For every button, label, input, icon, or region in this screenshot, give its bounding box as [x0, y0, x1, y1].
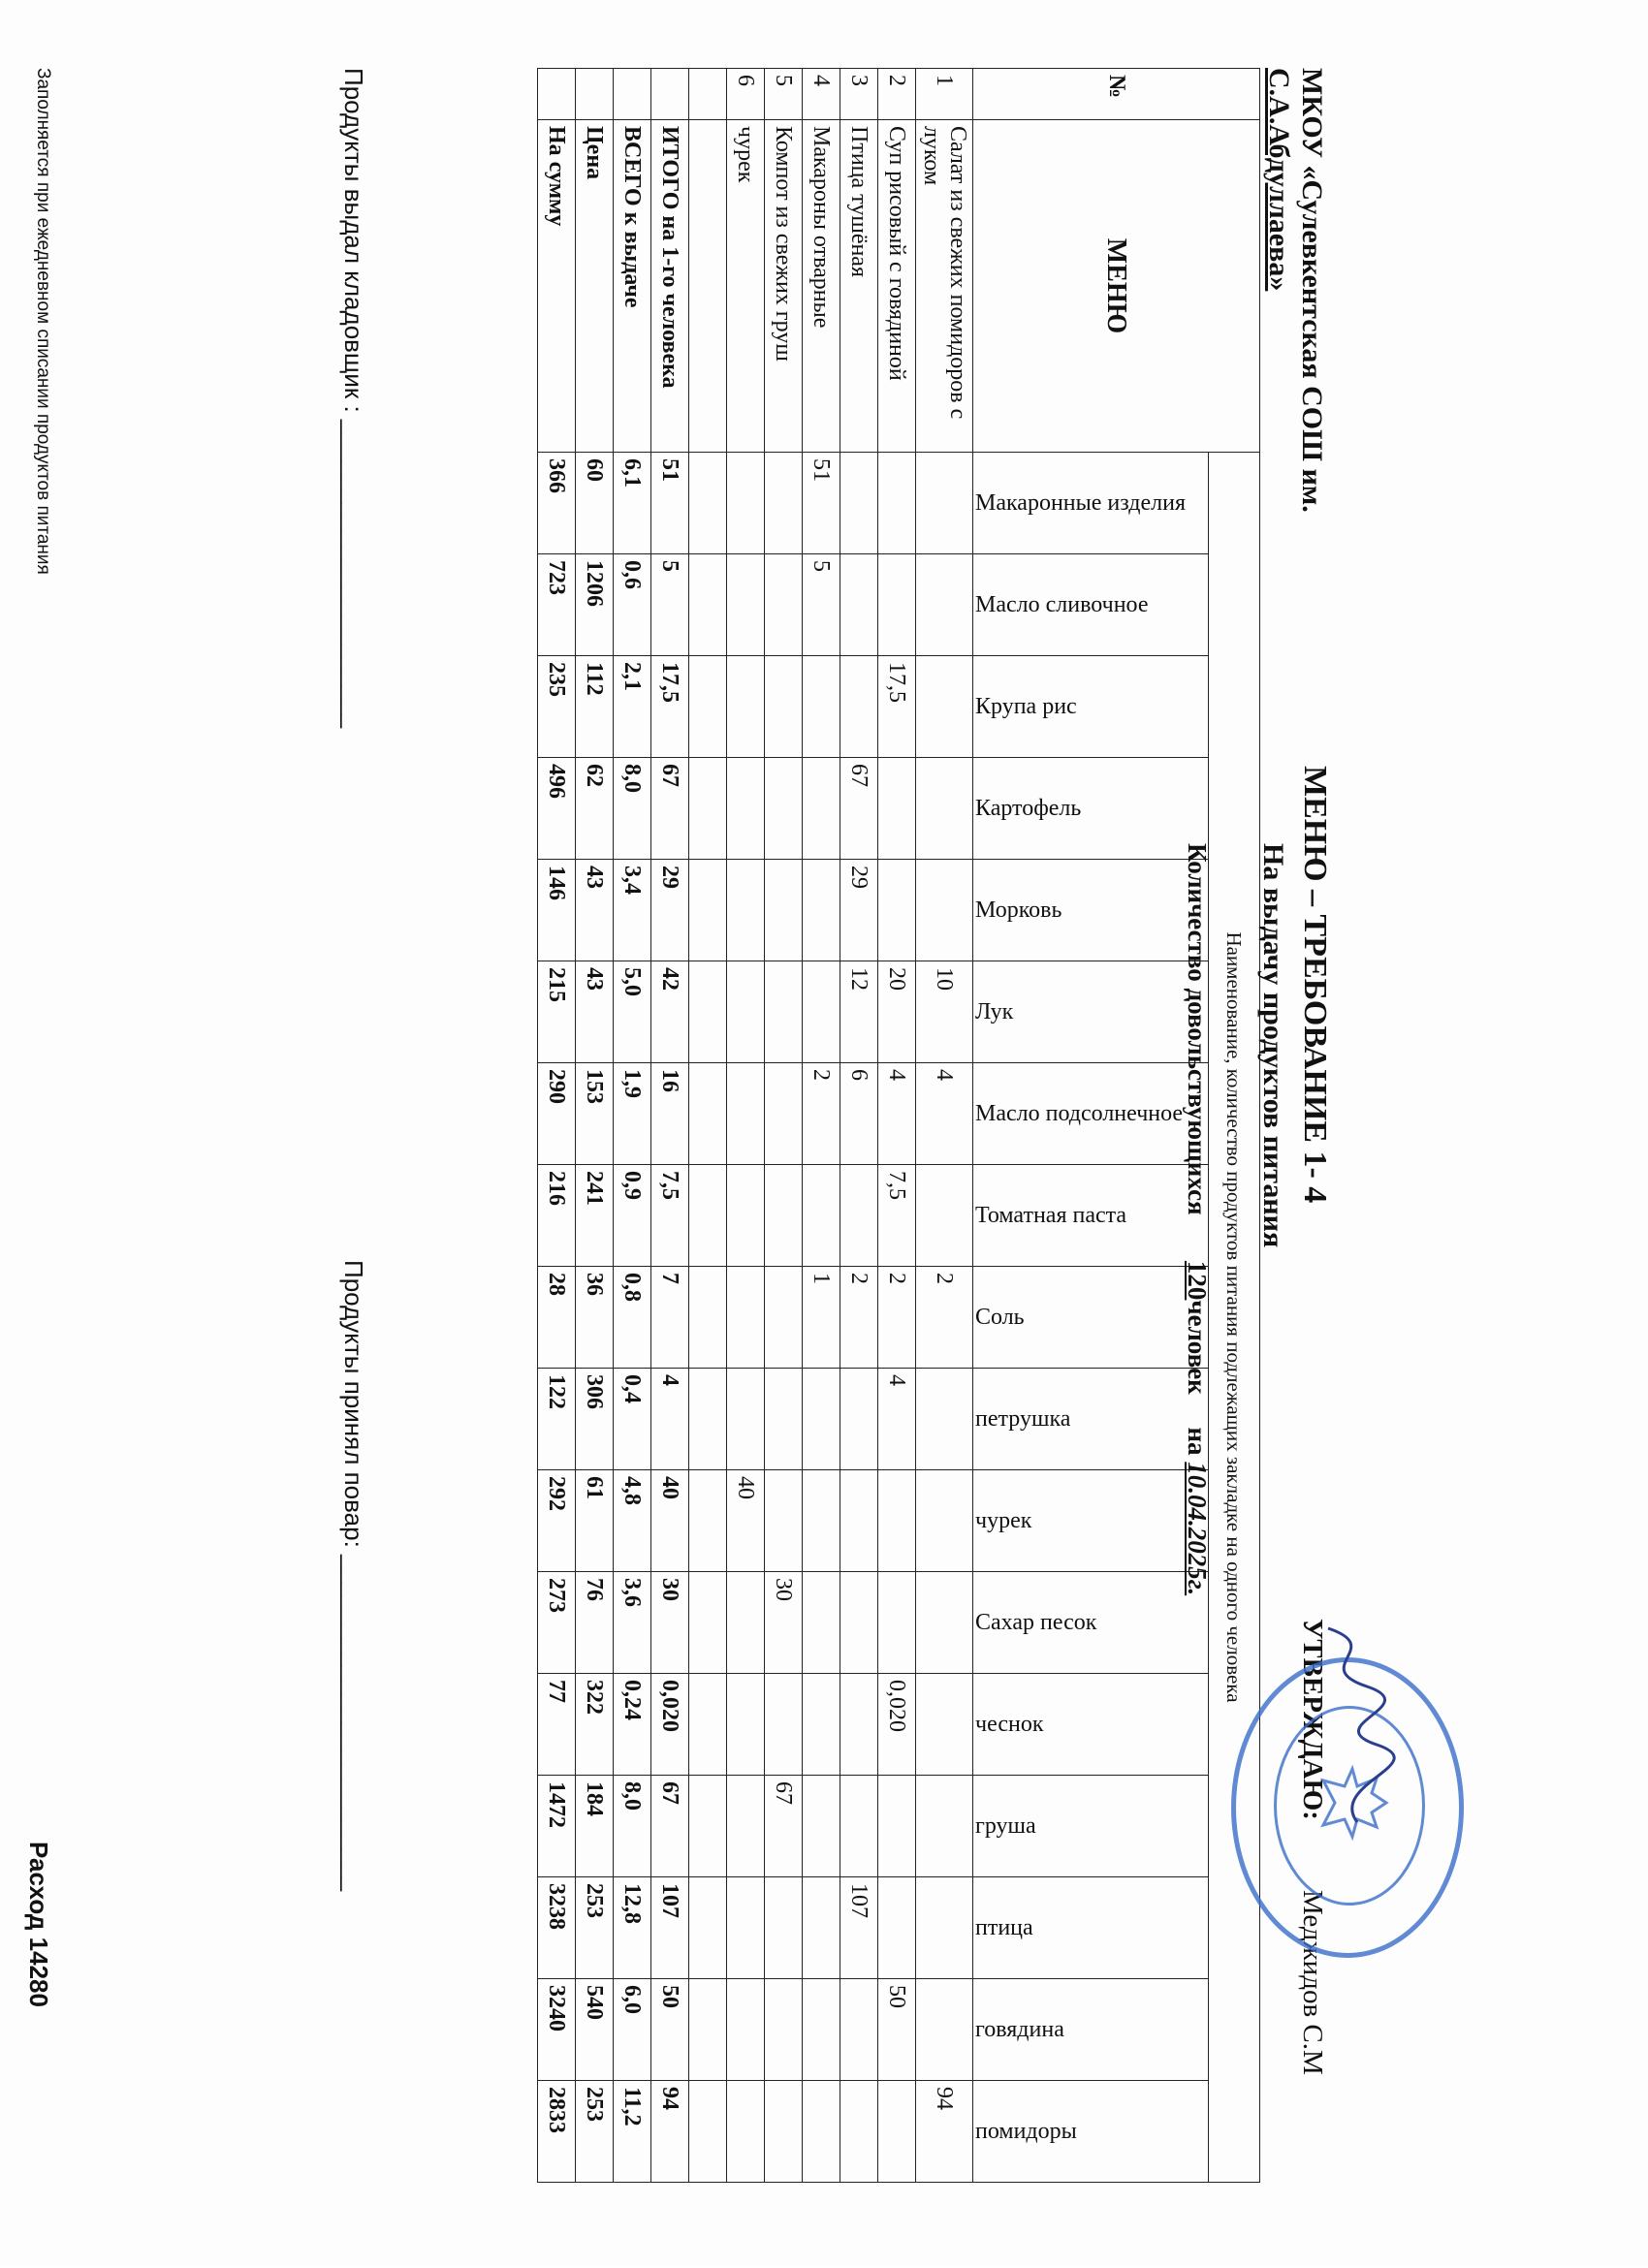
quantity-cell: 10	[916, 961, 973, 1063]
totals-cell: 292	[538, 1470, 576, 1572]
totals-cell: 306	[576, 1369, 614, 1470]
totals-label: На сумму	[538, 120, 576, 453]
totals-cell: 235	[538, 656, 576, 758]
page-title: МЕНЮ – ТРЕБОВАНИЕ 1- 4	[1297, 766, 1333, 1204]
quantity-cell: 67	[840, 758, 878, 860]
product-header: петрушка	[973, 1369, 1209, 1470]
totals-cell: 2,1	[614, 656, 651, 758]
totals-cell: 16	[651, 1063, 689, 1165]
product-header: Масло подсолнечное	[973, 1063, 1209, 1165]
approve-label: УТВЕРЖДАЮ:	[1297, 1619, 1328, 1820]
totals-cell: 4	[651, 1369, 689, 1470]
totals-cell: 0,8	[614, 1267, 651, 1369]
header-frame	[1144, 68, 1551, 2268]
totals-cell: 36	[576, 1267, 614, 1369]
totals-cell: 273	[538, 1572, 576, 1674]
product-header: Масло сливочное	[973, 554, 1209, 656]
quantity-cell: 6	[840, 1063, 878, 1165]
totals-cell: 5	[651, 554, 689, 656]
totals-cell: 43	[576, 860, 614, 961]
totals-cell: 3,6	[614, 1572, 651, 1674]
totals-cell: 3,4	[614, 860, 651, 961]
issued-by-line: Продукты выдал кладовщик : ______________________	[339, 68, 368, 729]
totals-cell: 253	[576, 1877, 614, 1979]
quantity-cell: 67	[765, 1776, 803, 1877]
totals-cell: 0,020	[651, 1674, 689, 1776]
dish-name: Салат из свежих помидоров с луком	[916, 120, 973, 453]
totals-cell: 42	[651, 961, 689, 1063]
totals-cell: 76	[576, 1572, 614, 1674]
totals-cell: 5,0	[614, 961, 651, 1063]
quantity-cell: 4	[878, 1369, 916, 1470]
totals-cell: 8,0	[614, 758, 651, 860]
dish-name: Макароны отварные	[803, 120, 840, 453]
totals-cell: 290	[538, 1063, 576, 1165]
product-header: Картофель	[973, 758, 1209, 860]
quantity-cell: 0,020	[878, 1674, 916, 1776]
totals-cell: 540	[576, 1979, 614, 2081]
totals-cell: 30	[651, 1572, 689, 1674]
quantity-cell: 40	[727, 1470, 765, 1572]
quantity-cell: 2	[916, 1267, 973, 1369]
totals-cell: 61	[576, 1470, 614, 1572]
quantity-cell: 94	[916, 2081, 973, 2183]
quantity-cell: 12	[840, 961, 878, 1063]
product-header: Макаронные изделия	[973, 453, 1209, 554]
signature-icon	[1299, 1619, 1406, 1832]
totals-cell: 153	[576, 1063, 614, 1165]
quantity-cell: 51	[803, 453, 840, 554]
totals-cell: 122	[538, 1369, 576, 1470]
quantity-cell: 1	[803, 1267, 840, 1369]
quantity-cell: 7,5	[878, 1165, 916, 1267]
count-line: Количество довольствующихся 120человек на 10.04.2025г.	[1183, 843, 1212, 1596]
approve-name: Меджидов С.М	[1297, 1890, 1328, 2075]
totals-cell: 241	[576, 1165, 614, 1267]
totals-cell: 107	[651, 1877, 689, 1979]
totals-cell: 50	[651, 1979, 689, 2081]
quantity-cell: 107	[840, 1877, 878, 1979]
totals-label: ИТОГО на 1-го человека	[651, 120, 689, 453]
accepted-by-line: Продукты принял повар: ________________________	[339, 1260, 368, 1892]
totals-cell: 3238	[538, 1877, 576, 1979]
product-header: чурек	[973, 1470, 1209, 1572]
totals-cell: 496	[538, 758, 576, 860]
totals-cell: 1206	[576, 554, 614, 656]
totals-cell: 51	[651, 453, 689, 554]
totals-cell: 184	[576, 1776, 614, 1877]
product-header: чеснок	[973, 1674, 1209, 1776]
product-header: помидоры	[973, 2081, 1209, 2183]
totals-cell: 40	[651, 1470, 689, 1572]
totals-cell: 77	[538, 1674, 576, 1776]
totals-cell: 366	[538, 453, 576, 554]
totals-cell: 112	[576, 656, 614, 758]
quantity-cell: 29	[840, 860, 878, 961]
totals-cell: 7	[651, 1267, 689, 1369]
totals-cell: 94	[651, 2081, 689, 2183]
expense-total: Расход 14280	[24, 1842, 53, 2007]
totals-cell: 29	[651, 860, 689, 961]
dish-name: Птица тушёная	[840, 120, 878, 453]
totals-cell: 0,6	[614, 554, 651, 656]
row-number: 1	[916, 69, 973, 120]
totals-cell: 253	[576, 2081, 614, 2183]
quantity-cell: 20	[878, 961, 916, 1063]
org-name: МКОУ «Сулевкентская СОШ им. С.А.Абдуллаева»	[1263, 68, 1328, 513]
totals-cell: 12,8	[614, 1877, 651, 1979]
totals-cell: 11,2	[614, 2081, 651, 2183]
totals-cell: 62	[576, 758, 614, 860]
footer-note: Заполняется при ежедневном списании продуктов питания	[33, 68, 53, 575]
col-header-menu: МЕНЮ	[973, 120, 1260, 453]
totals-cell: 3240	[538, 1979, 576, 2081]
totals-cell: 0,4	[614, 1369, 651, 1470]
quantity-cell: 2	[840, 1267, 878, 1369]
totals-cell: 8,0	[614, 1776, 651, 1877]
product-header: птица	[973, 1877, 1209, 1979]
product-header: Томатная паста	[973, 1165, 1209, 1267]
product-header: говядина	[973, 1979, 1209, 2081]
totals-cell: 6,1	[614, 453, 651, 554]
product-header: Соль	[973, 1267, 1209, 1369]
dish-name: чурек	[727, 120, 765, 453]
quantity-cell: 17,5	[878, 656, 916, 758]
quantity-cell: 30	[765, 1572, 803, 1674]
row-number: 2	[878, 69, 916, 120]
dish-name: Суп рисовый с говядиной	[878, 120, 916, 453]
quantity-cell: 2	[878, 1267, 916, 1369]
totals-cell: 0,9	[614, 1165, 651, 1267]
quantity-cell: 4	[878, 1063, 916, 1165]
totals-cell: 215	[538, 961, 576, 1063]
totals-cell: 7,5	[651, 1165, 689, 1267]
row-number: 6	[727, 69, 765, 120]
totals-label: ВСЕГО к выдаче	[614, 120, 651, 453]
col-header-no: №	[973, 69, 1260, 120]
product-header: Лук	[973, 961, 1209, 1063]
row-number: 4	[803, 69, 840, 120]
quantity-cell: 2	[803, 1063, 840, 1165]
row-number: 5	[765, 69, 803, 120]
totals-cell: 1,9	[614, 1063, 651, 1165]
product-header: груша	[973, 1776, 1209, 1877]
row-number: 3	[840, 69, 878, 120]
totals-cell: 2833	[538, 2081, 576, 2183]
totals-cell: 43	[576, 961, 614, 1063]
totals-cell: 67	[651, 1776, 689, 1877]
quantity-cell: 5	[803, 554, 840, 656]
totals-cell: 6,0	[614, 1979, 651, 2081]
totals-cell: 146	[538, 860, 576, 961]
quantity-cell: 4	[916, 1063, 973, 1165]
totals-cell: 216	[538, 1165, 576, 1267]
totals-cell: 28	[538, 1267, 576, 1369]
footer-frame	[252, 68, 368, 2268]
totals-label: Цена	[576, 120, 614, 453]
totals-cell: 322	[576, 1674, 614, 1776]
dish-name: Компот из свежих груш	[765, 120, 803, 453]
totals-cell: 4,8	[614, 1470, 651, 1572]
product-header: Сахар песок	[973, 1572, 1209, 1674]
totals-cell: 0,24	[614, 1674, 651, 1776]
totals-cell: 17,5	[651, 656, 689, 758]
product-header: Крупа рис	[973, 656, 1209, 758]
totals-cell: 67	[651, 758, 689, 860]
page-subtitle: На выдачу продуктов питания	[1257, 843, 1289, 1248]
totals-cell: 1472	[538, 1776, 576, 1877]
totals-cell: 723	[538, 554, 576, 656]
totals-cell: 60	[576, 453, 614, 554]
products-caption: Наименование, количество продуктов питания подлежащих закладке на одного человека	[1209, 453, 1260, 2183]
quantity-cell: 50	[878, 1979, 916, 2081]
product-header: Морковь	[973, 860, 1209, 961]
